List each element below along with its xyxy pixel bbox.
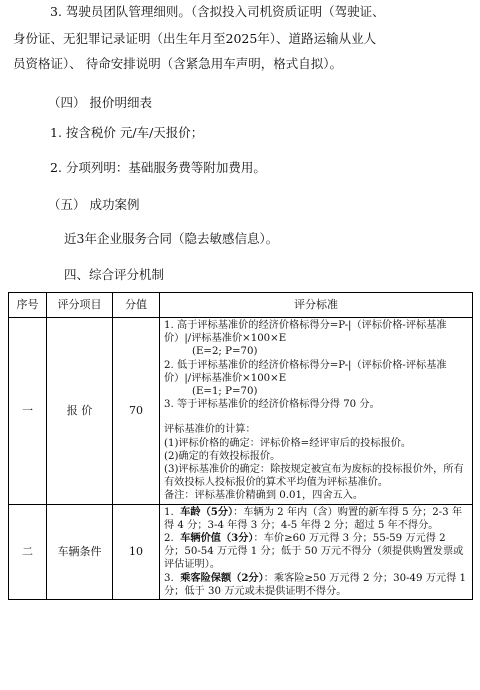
table-header-row <box>9 293 473 318</box>
section-4-heading: （四） 报价明细表 <box>48 95 152 110</box>
criteria-spacer <box>164 411 468 423</box>
row-score: 70 <box>113 318 160 505</box>
criteria-num: 3. <box>164 572 174 584</box>
item3-line2: 身份证、无犯罪记录证明（出生年月至2025年）、道路运输从业人 <box>13 31 377 46</box>
section-4-item1: 1. 按含税价 元/车/天报价； <box>50 125 204 140</box>
header-criteria: 评分标准 <box>160 293 473 318</box>
part-4-heading: 四、综合评分机制 <box>64 267 165 282</box>
row-item: 报 价 <box>47 318 113 505</box>
criteria-text: ：车价≥60 万元得 3 分；55-59 万元得 2 分；50-54 万元得 1 分；低于 50 万元不得分（须提供购置发票或评估证明）。 <box>164 533 464 571</box>
criteria-item <box>164 506 468 532</box>
criteria-text: ：车辆为 2 年内（含）购置的新车得 5 分；2-3 年得 4 分；3-4 年得 3 分；4-5 年得 2 分；超过 5 年不得分。 <box>164 506 463 531</box>
criteria-line: (E=2; P=70) <box>192 346 258 358</box>
row-no: 一 <box>9 318 47 505</box>
criteria-line: (1)评标价格的确定：评标价格=经评审后的投标报价。 <box>164 437 412 449</box>
criteria-line: 1. 高于评标基准价的经济价格标得分=P-|（评标价格-评标基准价）|/评标基准价×100×E <box>164 320 447 345</box>
row-no: 二 <box>9 504 47 599</box>
criteria-line: (2)确定的有效投标报价。 <box>164 450 281 462</box>
criteria-line: (3)评标基准价的确定：除按规定被宣布为废标的投标报价外，所有有效投标人投标报价的算术平均值为评标基准价。 <box>164 464 464 489</box>
header-item: 评分项目 <box>47 293 113 318</box>
criteria-line: 备注：评标基准价精确到 0.01，四舍五入。 <box>164 490 364 502</box>
header-score: 分值 <box>113 293 160 318</box>
criteria-line: (E=1; P=70) <box>192 386 258 398</box>
scoring-table <box>8 292 473 600</box>
criteria-title: 车龄（5分） <box>180 505 234 518</box>
criteria-num: 1. <box>164 506 174 518</box>
item3-line1: 3. 驾驶员团队管理细则。（含拟投入司机资质证明（驾驶证、 <box>50 4 385 19</box>
section-4-item2: 2. 分项列明：基础服务费等附加费用。 <box>50 160 266 175</box>
criteria-title: 车辆价值（3分） <box>180 532 254 545</box>
row-criteria <box>160 504 473 599</box>
criteria-text: ：乘客险≥50 万元得 2 分；30-49 万元得 1 分；低于 30 万元或未提供证明不得分。 <box>164 572 466 597</box>
table-row <box>9 504 473 599</box>
criteria-item <box>164 532 468 572</box>
criteria-num: 2. <box>164 533 174 545</box>
row-criteria <box>160 318 473 505</box>
criteria-line: 3. 等于评标基准价的经济价格标得分得 70 分。 <box>164 399 380 411</box>
section-5-text: 近3年企业服务合同（隐去敏感信息）。 <box>64 231 279 246</box>
header-no: 序号 <box>9 293 47 318</box>
criteria-line: 2. 低于评标基准价的经济价格标得分=P-|（评标价格-评标基准价）|/评标基准价×100×E <box>164 359 447 384</box>
row-item: 车辆条件 <box>47 504 113 599</box>
criteria-item <box>164 572 468 598</box>
criteria-line: 评标基准价的计算： <box>164 424 256 436</box>
criteria-title: 乘客险保额（2分） <box>180 571 264 584</box>
section-5-heading: （五） 成功案例 <box>48 197 140 212</box>
item3-line3: 员资格证）、 待命安排说明（含紧急用车声明，格式自拟）。 <box>13 56 342 71</box>
table-row <box>9 318 473 505</box>
row-score: 10 <box>113 504 160 599</box>
